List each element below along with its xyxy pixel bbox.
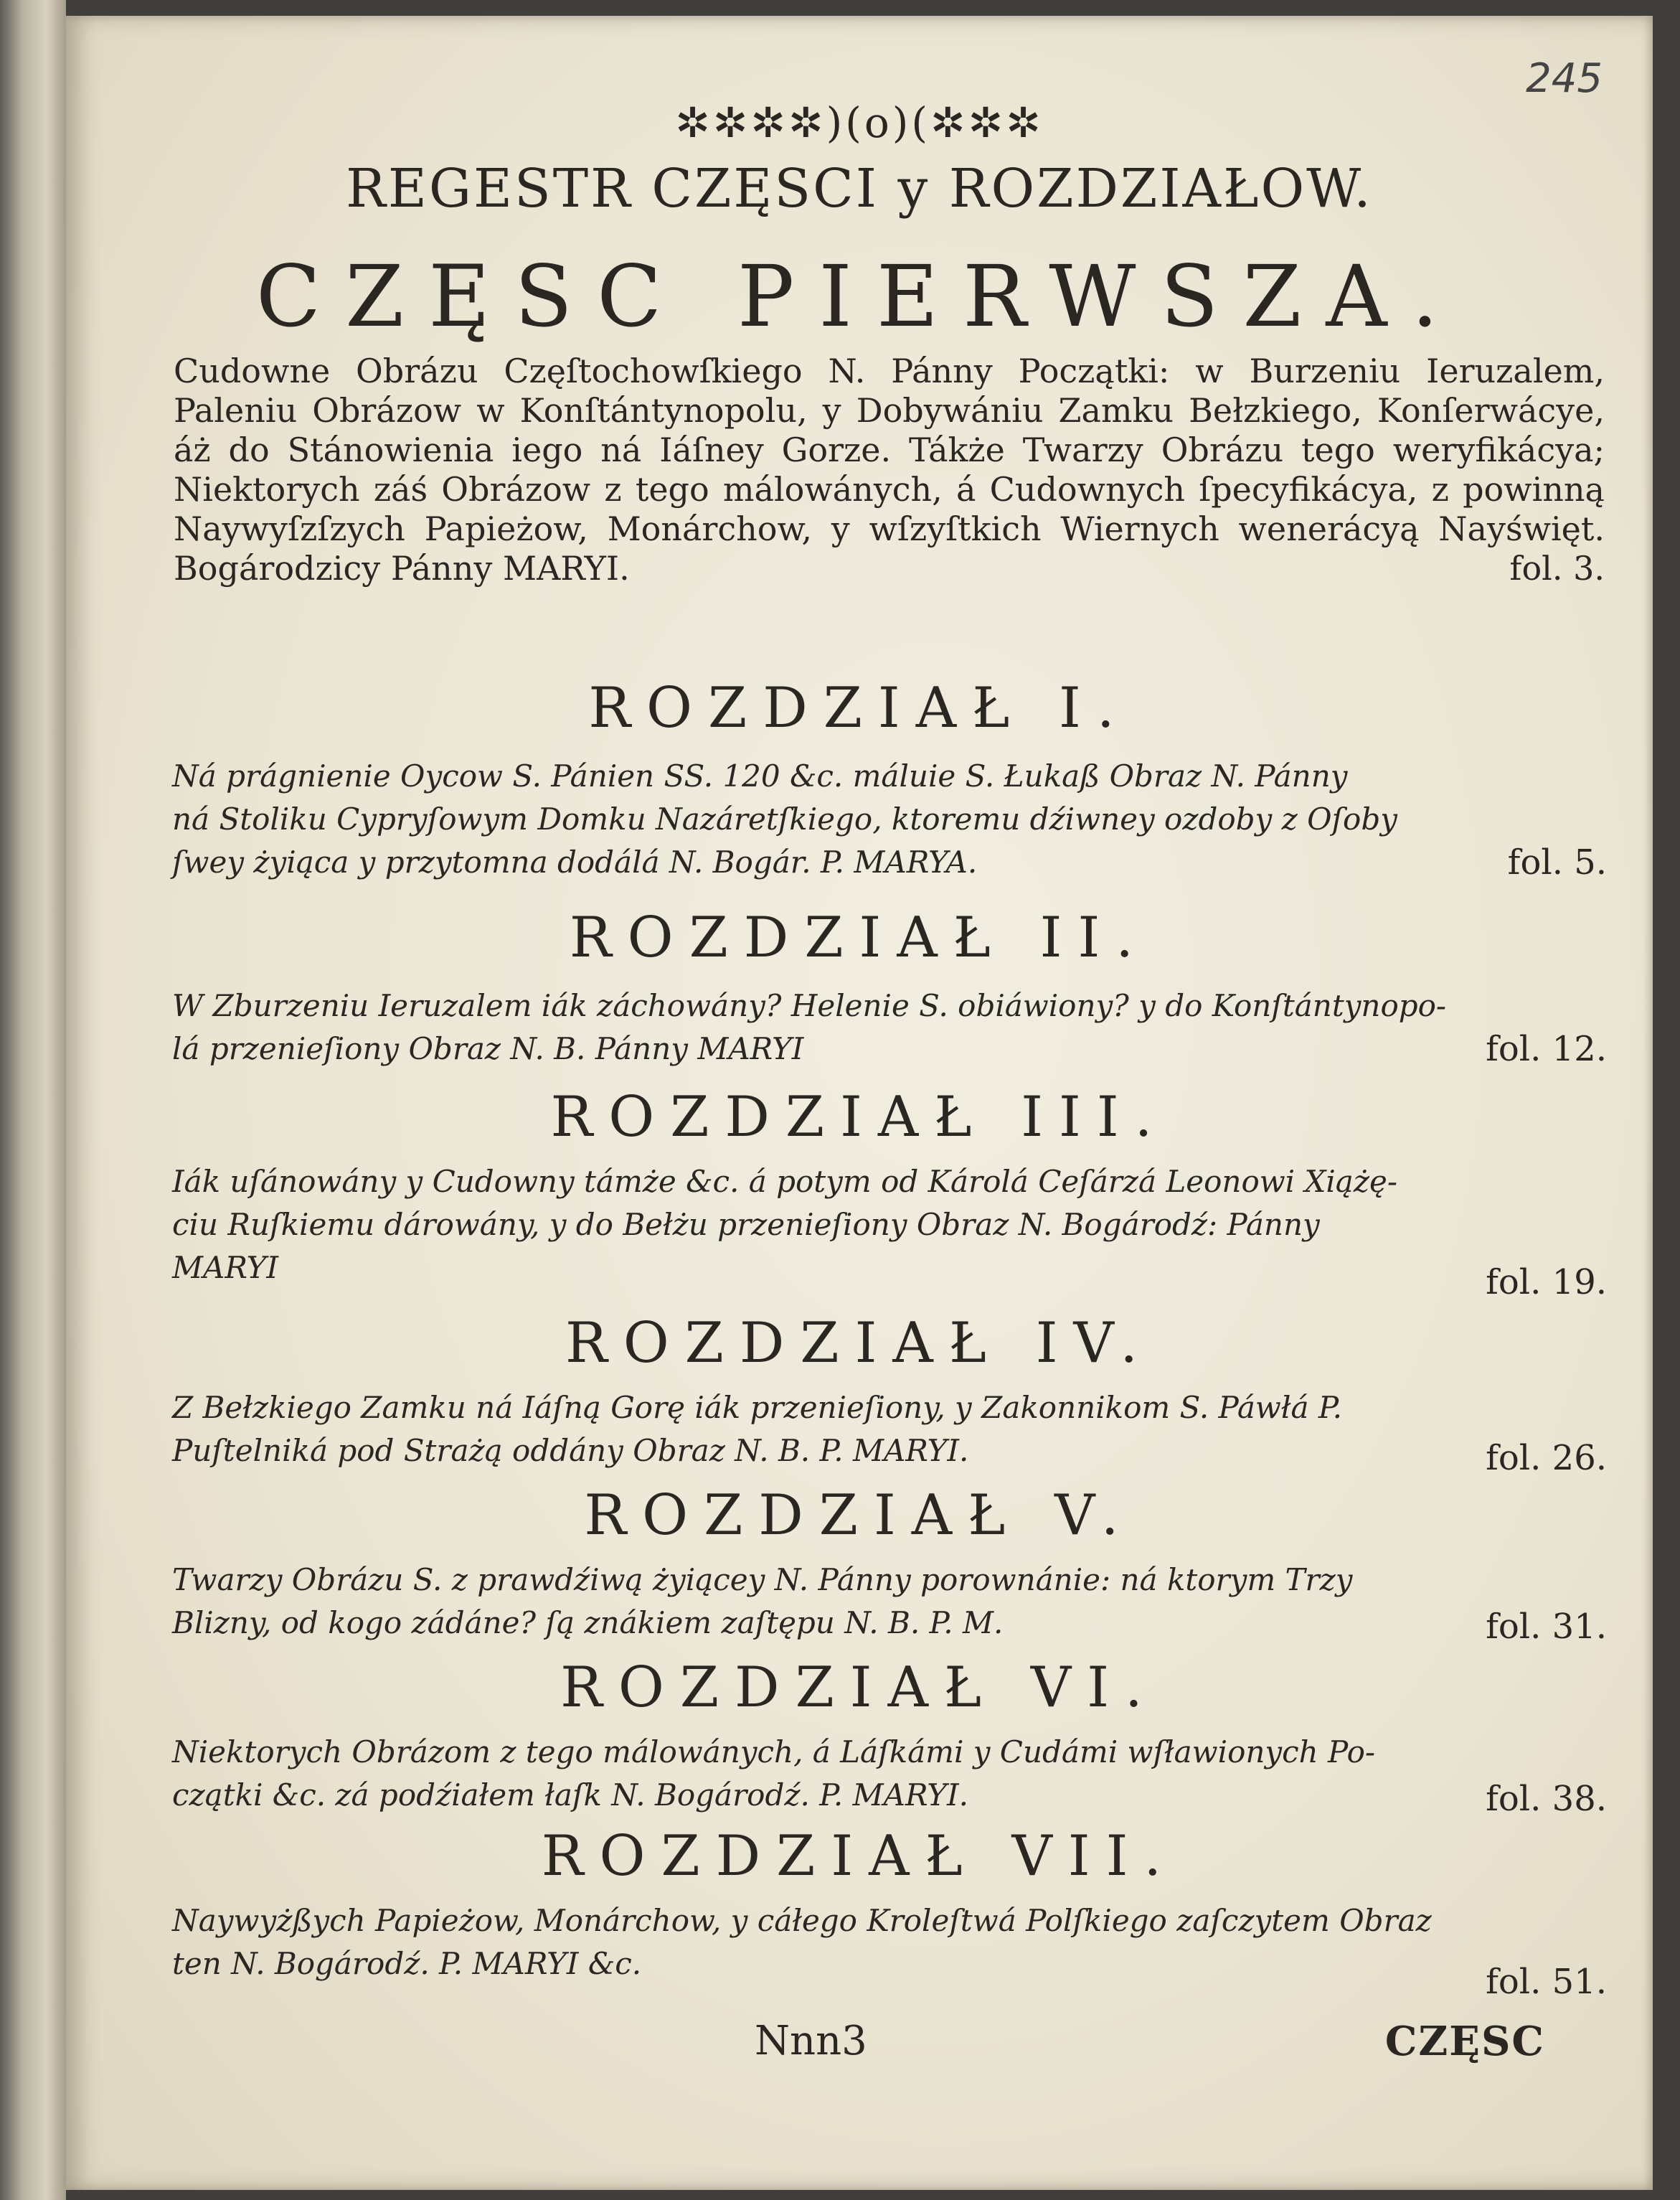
chapter-summary-line: Ná prágnienie Oycow S. Pánien SS. 120 &c. máluie S. Łukaß Obraz N. Pánny bbox=[172, 758, 1348, 794]
chapter-summary-5 bbox=[172, 1559, 1607, 1645]
chapter-heading-5: ROZDZIAŁ V. bbox=[584, 1483, 1135, 1548]
chapter-summary-1 bbox=[172, 755, 1607, 884]
chapter-folio: fol. 31. bbox=[1486, 1607, 1607, 1647]
chapter-folio: fol. 38. bbox=[1486, 1779, 1607, 1819]
chapter-summary-line: ten N. Bogárodź. P. MARYI &c. bbox=[172, 1946, 642, 1981]
chapter-summary-3 bbox=[172, 1160, 1607, 1302]
chapter-heading-7: ROZDZIAŁ VII. bbox=[541, 1824, 1178, 1889]
folio-number: 245 bbox=[1526, 55, 1603, 102]
chapter-heading-3: ROZDZIAŁ III. bbox=[550, 1085, 1169, 1150]
chapter-summary-line: ſwey żyiąca y przytomna dodálá N. Bogár. P. MARYA. bbox=[172, 845, 978, 880]
chapter-heading-2: ROZDZIAŁ II. bbox=[569, 906, 1150, 970]
chapter-summary-line: czątki &c. zá podźiałem łaſk N. Bogárodź. P. MARYI. bbox=[172, 1777, 968, 1813]
chapter-summary-line: Z Bełzkiego Zamku ná Iáſną Gorę iák przenieſiony, y Zakonnikom S. Páwłá P. bbox=[172, 1390, 1342, 1425]
page-title: REGESTR CZĘSCI y ROZDZIAŁOW. bbox=[346, 158, 1373, 220]
part-summary-folio: fol. 3. bbox=[1509, 549, 1605, 588]
chapter-summary-line: Blizny, od kogo zádáne? ſą znákiem zaſtępu N. B. P. M. bbox=[172, 1605, 1004, 1640]
chapter-folio: fol. 51. bbox=[1486, 1962, 1607, 2002]
chapter-folio: fol. 12. bbox=[1486, 1029, 1607, 1069]
chapter-summary-6 bbox=[172, 1731, 1607, 1817]
part-summary-text: Cudowne Obrázu Częſtochowſkiego N. Pánny Początki: w Burzeniu Ieruzalem, Paleniu Obrázow w Konſtántynopolu, y Dobywániu Zamku Bełzkiego, Konſerwácye, áż do Stánowienia iego ná Iáſney Gorze. Tákże Twarzy Obrázu tego weryfikácya; Niektorych záś Obrázow z tego málowánych, á Cudownych ſpecyfikácya, z powinną Naywyſzſzych Papieżow, Monárchow, y wſzyſtkich Wiernych wenerácyą Nayświęt. Bogárodzicy Pánny MARYI. bbox=[174, 352, 1605, 588]
adjacent-page-edge bbox=[0, 0, 66, 2200]
header-ornament: ✲✲✲✲)(o)(✲✲✲ bbox=[675, 98, 1044, 147]
chapter-summary-line: lá przenieſiony Obraz N. B. Pánny MARYI bbox=[172, 1031, 804, 1066]
chapter-summary-line: ciu Ruſkiemu dárowány, y do Bełżu przenieſiony Obraz N. Bogárodź: Pánny bbox=[172, 1207, 1320, 1242]
document-page bbox=[66, 16, 1653, 2190]
chapter-summary-line: MARYI bbox=[172, 1250, 278, 1285]
chapter-summary-2 bbox=[172, 984, 1607, 1071]
chapter-summary-line: W Zburzeniu Ieruzalem iák záchowány? Helenie S. obiáwiony? y do Konſtántynopo- bbox=[172, 988, 1447, 1023]
chapter-folio: fol. 19. bbox=[1486, 1262, 1607, 1302]
signature-mark: Nnn3 bbox=[755, 2018, 867, 2064]
chapter-summary-line: Iák uſánowány y Cudowny támże &c. á potym od Károlá Ceſárzá Leonowi Xiążę- bbox=[172, 1164, 1398, 1199]
chapter-summary-7 bbox=[172, 1899, 1607, 2002]
chapter-summary-line: ná Stoliku Cypryſowym Domku Nazáretſkiego, ktoremu dźiwney ozdoby z Oſoby bbox=[172, 802, 1397, 837]
chapter-heading-4: ROZDZIAŁ IV. bbox=[565, 1311, 1154, 1376]
chapter-folio: fol. 5. bbox=[1507, 842, 1607, 883]
part-title: CZĘSC PIERWSZA. bbox=[255, 247, 1463, 346]
chapter-summary-4 bbox=[172, 1386, 1607, 1478]
catchword: CZĘSC bbox=[1384, 2018, 1545, 2065]
chapter-summary-line: Naywyżßych Papieżow, Monárchow, y cáłego Kroleſtwá Polſkiego zaſczytem Obraz bbox=[172, 1903, 1432, 1938]
chapter-folio: fol. 26. bbox=[1486, 1438, 1607, 1478]
chapter-heading-6: ROZDZIAŁ VI. bbox=[560, 1655, 1158, 1720]
chapter-heading-1: ROZDZIAŁ I. bbox=[588, 676, 1131, 741]
chapter-summary-line: Niektorych Obrázom z tego málowánych, á Láſkámi y Cudámi wſławionych Po- bbox=[172, 1734, 1376, 1769]
chapter-summary-line: Puſtelniká pod Strażą oddány Obraz N. B. P. MARYI. bbox=[172, 1433, 969, 1468]
chapter-summary-line: Twarzy Obrázu S. z prawdźiwą żyiącey N. Pánny porownánie: ná ktorym Trzy bbox=[172, 1562, 1353, 1597]
part-summary bbox=[174, 352, 1605, 588]
